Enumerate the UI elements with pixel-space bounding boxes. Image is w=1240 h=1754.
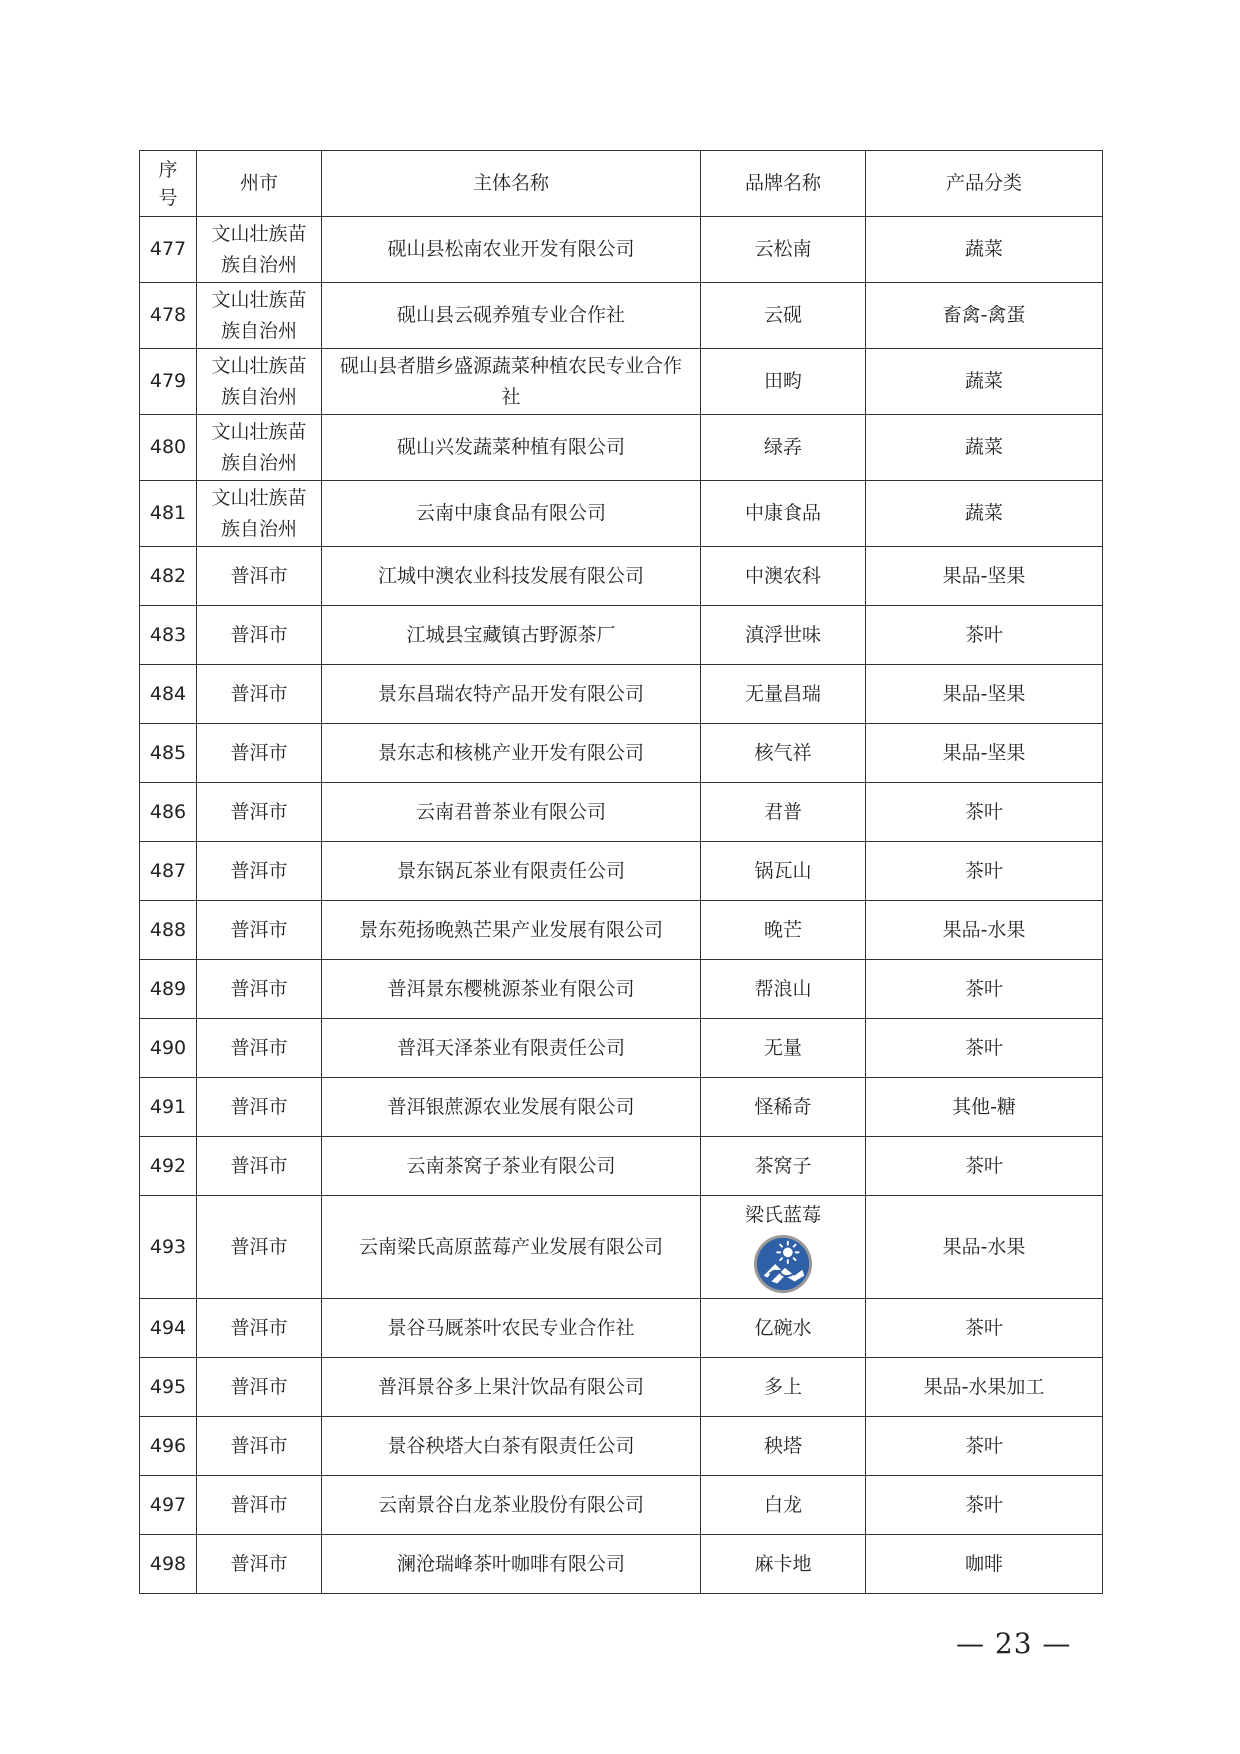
table-row bbox=[140, 547, 1103, 606]
row-subject: 普洱天泽茶业有限责任公司 bbox=[322, 1019, 701, 1078]
row-category: 果品-水果 bbox=[866, 901, 1103, 960]
row-brand: 白龙 bbox=[701, 1476, 866, 1535]
row-city: 普洱市 bbox=[197, 1196, 322, 1299]
table-row bbox=[140, 1417, 1103, 1476]
row-city: 普洱市 bbox=[197, 901, 322, 960]
table-row bbox=[140, 842, 1103, 901]
row-subject: 普洱银蔗源农业发展有限公司 bbox=[322, 1078, 701, 1137]
row-brand: 秧塔 bbox=[701, 1417, 866, 1476]
row-brand: 晚芒 bbox=[701, 901, 866, 960]
row-brand: 滇浮世味 bbox=[701, 606, 866, 665]
row-city: 普洱市 bbox=[197, 1299, 322, 1358]
row-city: 普洱市 bbox=[197, 724, 322, 783]
row-category: 茶叶 bbox=[866, 1476, 1103, 1535]
table-row bbox=[140, 1078, 1103, 1137]
row-subject: 云南梁氏高原蓝莓产业发展有限公司 bbox=[322, 1196, 701, 1299]
row-subject: 云南景谷白龙茶业股份有限公司 bbox=[322, 1476, 701, 1535]
row-brand: 中澳农科 bbox=[701, 547, 866, 606]
row-city: 普洱市 bbox=[197, 1019, 322, 1078]
row-num: 490 bbox=[140, 1019, 197, 1078]
row-category: 茶叶 bbox=[866, 783, 1103, 842]
row-num: 488 bbox=[140, 901, 197, 960]
row-brand: 多上 bbox=[701, 1358, 866, 1417]
row-subject: 景东志和核桃产业开发有限公司 bbox=[322, 724, 701, 783]
row-category: 蔬菜 bbox=[866, 415, 1103, 481]
row-brand: 田畇 bbox=[701, 349, 866, 415]
row-category: 果品-水果 bbox=[866, 1196, 1103, 1299]
table-row bbox=[140, 283, 1103, 349]
row-category: 果品-坚果 bbox=[866, 665, 1103, 724]
row-num: 486 bbox=[140, 783, 197, 842]
row-num: 494 bbox=[140, 1299, 197, 1358]
row-category: 果品-坚果 bbox=[866, 724, 1103, 783]
row-brand: 核气祥 bbox=[701, 724, 866, 783]
table-row bbox=[140, 960, 1103, 1019]
table-row bbox=[140, 665, 1103, 724]
table-row bbox=[140, 415, 1103, 481]
row-subject: 砚山县松南农业开发有限公司 bbox=[322, 217, 701, 283]
page-number: — 23 — bbox=[956, 1627, 1072, 1660]
row-category: 蔬菜 bbox=[866, 217, 1103, 283]
row-city: 普洱市 bbox=[197, 960, 322, 1019]
table-row bbox=[140, 1358, 1103, 1417]
row-num: 492 bbox=[140, 1137, 197, 1196]
table-row bbox=[140, 217, 1103, 283]
row-city: 普洱市 bbox=[197, 1535, 322, 1594]
blueberry-mountain-sun-logo-icon bbox=[752, 1233, 814, 1295]
row-category: 畜禽-禽蛋 bbox=[866, 283, 1103, 349]
row-num: 484 bbox=[140, 665, 197, 724]
row-city: 文山壮族苗族自治州 bbox=[197, 349, 322, 415]
table-row bbox=[140, 349, 1103, 415]
row-subject: 景东锅瓦茶业有限责任公司 bbox=[322, 842, 701, 901]
row-num: 497 bbox=[140, 1476, 197, 1535]
row-category: 蔬菜 bbox=[866, 349, 1103, 415]
row-subject: 云南中康食品有限公司 bbox=[322, 481, 701, 547]
row-subject: 景谷秧塔大白茶有限责任公司 bbox=[322, 1417, 701, 1476]
row-city: 普洱市 bbox=[197, 1358, 322, 1417]
row-city: 普洱市 bbox=[197, 783, 322, 842]
row-subject: 普洱景东樱桃源茶业有限公司 bbox=[322, 960, 701, 1019]
row-category: 蔬菜 bbox=[866, 481, 1103, 547]
table-row bbox=[140, 1299, 1103, 1358]
row-city: 文山壮族苗族自治州 bbox=[197, 415, 322, 481]
row-brand: 云砚 bbox=[701, 283, 866, 349]
product-table bbox=[139, 150, 1103, 1594]
row-category: 果品-坚果 bbox=[866, 547, 1103, 606]
row-category: 茶叶 bbox=[866, 1137, 1103, 1196]
row-subject: 砚山兴发蔬菜种植有限公司 bbox=[322, 415, 701, 481]
row-category: 茶叶 bbox=[866, 842, 1103, 901]
table-row bbox=[140, 783, 1103, 842]
row-subject: 景东苑扬晚熟芒果产业发展有限公司 bbox=[322, 901, 701, 960]
table-body bbox=[140, 217, 1103, 1594]
row-city: 文山壮族苗族自治州 bbox=[197, 283, 322, 349]
row-city: 普洱市 bbox=[197, 842, 322, 901]
table-header-row bbox=[140, 151, 1103, 217]
row-subject: 云南君普茶业有限公司 bbox=[322, 783, 701, 842]
row-city: 文山壮族苗族自治州 bbox=[197, 481, 322, 547]
table-row bbox=[140, 481, 1103, 547]
row-brand: 无量昌瑞 bbox=[701, 665, 866, 724]
table-row bbox=[140, 606, 1103, 665]
row-brand: 麻卡地 bbox=[701, 1535, 866, 1594]
row-subject: 砚山县者腊乡盛源蔬菜种植农民专业合作社 bbox=[322, 349, 701, 415]
row-num: 491 bbox=[140, 1078, 197, 1137]
row-category: 茶叶 bbox=[866, 606, 1103, 665]
row-subject: 普洱景谷多上果汁饮品有限公司 bbox=[322, 1358, 701, 1417]
row-brand: 梁氏蓝莓 bbox=[744, 1203, 821, 1226]
row-category: 茶叶 bbox=[866, 960, 1103, 1019]
brand-with-logo bbox=[707, 1200, 859, 1295]
row-brand: 无量 bbox=[701, 1019, 866, 1078]
row-num: 481 bbox=[140, 481, 197, 547]
header-num: 序号 bbox=[140, 151, 197, 217]
row-brand: 茶窝子 bbox=[701, 1137, 866, 1196]
row-brand-cell bbox=[701, 1196, 866, 1299]
table-row bbox=[140, 1196, 1103, 1299]
row-city: 普洱市 bbox=[197, 606, 322, 665]
table-row bbox=[140, 1019, 1103, 1078]
header-category: 产品分类 bbox=[866, 151, 1103, 217]
row-city: 普洱市 bbox=[197, 1078, 322, 1137]
row-num: 482 bbox=[140, 547, 197, 606]
row-brand: 君普 bbox=[701, 783, 866, 842]
table-row bbox=[140, 1137, 1103, 1196]
row-num: 485 bbox=[140, 724, 197, 783]
row-brand: 怪稀奇 bbox=[701, 1078, 866, 1137]
row-city: 普洱市 bbox=[197, 665, 322, 724]
row-num: 480 bbox=[140, 415, 197, 481]
row-brand: 中康食品 bbox=[701, 481, 866, 547]
row-category: 果品-水果加工 bbox=[866, 1358, 1103, 1417]
row-category: 其他-糖 bbox=[866, 1078, 1103, 1137]
row-num: 493 bbox=[140, 1196, 197, 1299]
row-num: 489 bbox=[140, 960, 197, 1019]
row-brand: 绿孨 bbox=[701, 415, 866, 481]
header-brand: 品牌名称 bbox=[701, 151, 866, 217]
row-city: 文山壮族苗族自治州 bbox=[197, 217, 322, 283]
row-subject: 景谷马厩茶叶农民专业合作社 bbox=[322, 1299, 701, 1358]
row-num: 479 bbox=[140, 349, 197, 415]
row-category: 茶叶 bbox=[866, 1417, 1103, 1476]
row-city: 普洱市 bbox=[197, 1476, 322, 1535]
row-category: 茶叶 bbox=[866, 1019, 1103, 1078]
row-num: 487 bbox=[140, 842, 197, 901]
table-row bbox=[140, 1535, 1103, 1594]
row-num: 483 bbox=[140, 606, 197, 665]
table-row bbox=[140, 1476, 1103, 1535]
table-row bbox=[140, 724, 1103, 783]
row-num: 477 bbox=[140, 217, 197, 283]
row-num: 495 bbox=[140, 1358, 197, 1417]
row-city: 普洱市 bbox=[197, 547, 322, 606]
row-num: 498 bbox=[140, 1535, 197, 1594]
row-num: 478 bbox=[140, 283, 197, 349]
row-subject: 云南茶窝子茶业有限公司 bbox=[322, 1137, 701, 1196]
row-city: 普洱市 bbox=[197, 1137, 322, 1196]
row-brand: 锅瓦山 bbox=[701, 842, 866, 901]
row-subject: 景东昌瑞农特产品开发有限公司 bbox=[322, 665, 701, 724]
row-subject: 澜沧瑞峰茶叶咖啡有限公司 bbox=[322, 1535, 701, 1594]
row-city: 普洱市 bbox=[197, 1417, 322, 1476]
row-brand: 亿碗水 bbox=[701, 1299, 866, 1358]
row-category: 茶叶 bbox=[866, 1299, 1103, 1358]
row-subject: 江城县宝藏镇古野源茶厂 bbox=[322, 606, 701, 665]
header-city: 州市 bbox=[197, 151, 322, 217]
row-brand: 云松南 bbox=[701, 217, 866, 283]
row-subject: 江城中澳农业科技发展有限公司 bbox=[322, 547, 701, 606]
row-subject: 砚山县云砚养殖专业合作社 bbox=[322, 283, 701, 349]
header-subject: 主体名称 bbox=[322, 151, 701, 217]
row-num: 496 bbox=[140, 1417, 197, 1476]
row-brand: 帮浪山 bbox=[701, 960, 866, 1019]
table-row bbox=[140, 901, 1103, 960]
row-category: 咖啡 bbox=[866, 1535, 1103, 1594]
